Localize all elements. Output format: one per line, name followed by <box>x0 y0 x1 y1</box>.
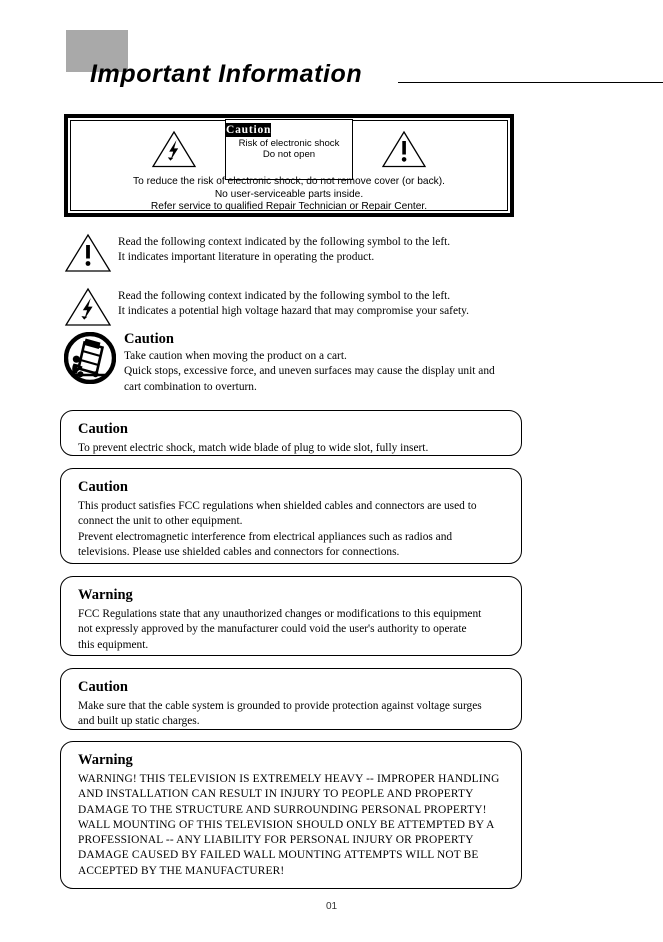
cart-caution-line-2: Quick stops, excessive force, and uneven surfaces may cause the display unit and <box>124 365 495 378</box>
lightning-bolt-triangle-icon <box>151 129 197 169</box>
advisory-line: This product satisfies FCC regulations when shielded cables and connectors are used to <box>78 500 477 512</box>
advisory-line: DAMAGE CAUSED BY FAILED WALL MOUNTING ATTEMPTS WILL NOT BE <box>78 849 479 862</box>
advisory-line: televisions. Please use shielded cables and connectors for connections. <box>78 545 400 558</box>
advisory-line: FCC Regulations state that any unauthorized changes or modifications to this equipment <box>78 608 482 620</box>
safety-caution-symbols-row <box>68 123 510 172</box>
advisory-line: To prevent electric shock, match wide blade of plug to wide slot, fully insert. <box>78 442 429 454</box>
cart-caution-heading: Caution <box>124 331 174 347</box>
advisory-line: connect the unit to other equipment. <box>78 515 243 528</box>
caution-label-heading: Caution <box>226 123 272 136</box>
symbol-note-exclamation <box>64 232 524 274</box>
caution-label-line-2: Do not open <box>262 149 316 160</box>
cart-caution-section <box>64 330 534 395</box>
no-cart-icon <box>64 330 124 384</box>
advisory-line: not expressly approved by the manufacturer could void the user's authority to operate <box>78 623 467 636</box>
advisory-heading: Caution <box>78 679 128 695</box>
exclamation-triangle-icon <box>64 232 118 274</box>
header-rule <box>398 82 663 83</box>
caution-label-block <box>225 119 353 180</box>
page-number: 01 <box>325 901 338 912</box>
advisory-box <box>60 576 522 656</box>
advisory-box <box>60 468 522 564</box>
advisory-line: WALL MOUNTING OF THIS TELEVISION SHOULD ONLY BE ATTEMPTED BY A <box>78 818 495 831</box>
advisory-box <box>60 410 522 456</box>
exclamation-triangle-icon <box>381 129 427 169</box>
advisory-heading: Caution <box>78 421 128 437</box>
advisory-text <box>78 607 504 653</box>
advisory-line: DAMAGE TO THE STRUCTURE AND SURROUNDING PERSONAL PROPERTY! <box>78 803 487 816</box>
caution-label-line-1: Risk of electronic shock <box>238 137 340 149</box>
symbol-note-lightning-line-2: It indicates a potential high voltage hazard that may compromise your safety. <box>118 305 469 318</box>
cart-caution-text <box>124 349 495 395</box>
symbol-note-exclamation-text <box>118 232 450 266</box>
cart-caution-line-1: Take caution when moving the product on a cart. <box>124 350 347 362</box>
advisory-box <box>60 668 522 730</box>
cart-caution-line-3: cart combination to overturn. <box>124 380 257 393</box>
advisory-box <box>60 741 522 889</box>
advisory-line: this equipment. <box>78 638 149 651</box>
advisory-line: AND INSTALLATION CAN RESULT IN INJURY TO PEOPLE AND PROPERTY <box>78 788 474 801</box>
advisory-line: PROFESSIONAL -- ANY LIABILITY FOR PERSONAL INJURY OR PROPERTY <box>78 834 474 847</box>
advisory-heading: Warning <box>78 752 133 768</box>
safety-caution-text <box>68 176 510 214</box>
page-title: Important Information <box>90 60 363 88</box>
symbol-note-exclamation-line-2: It indicates important literature in operating the product. <box>118 251 375 264</box>
symbol-note-lightning-line-1: Read the following context indicated by the following symbol to the left. <box>118 290 451 302</box>
advisory-text <box>78 499 504 560</box>
cart-caution-body <box>124 330 495 395</box>
advisory-text <box>78 441 504 456</box>
symbol-note-exclamation-line-1: Read the following context indicated by the following symbol to the left. <box>118 236 451 248</box>
page-header <box>0 0 663 100</box>
lightning-bolt-triangle-icon <box>64 286 118 328</box>
safety-caution-text-line-3: Refer service to qualified Repair Technician or Repair Center. <box>150 201 428 213</box>
safety-caution-box <box>64 114 514 217</box>
safety-caution-text-line-1: To reduce the risk of electronic shock, do not remove cover (or back). <box>133 176 445 187</box>
advisory-text <box>78 772 504 879</box>
safety-caution-text-line-2: No user-serviceable parts inside. <box>214 188 364 200</box>
symbol-note-lightning <box>64 286 534 328</box>
advisory-line: Prevent electromagnetic interference from electrical appliances such as radios and <box>78 530 453 543</box>
symbol-note-lightning-text <box>118 286 469 320</box>
advisory-text <box>78 699 504 730</box>
advisory-line: and built up static charges. <box>78 715 200 728</box>
advisory-heading: Warning <box>78 587 133 603</box>
advisory-line: ACCEPTED BY THE MANUFACTURER! <box>78 864 285 877</box>
advisory-line: Make sure that the cable system is grounded to provide protection against voltage surges <box>78 700 482 712</box>
advisory-heading: Caution <box>78 479 128 495</box>
advisory-line: WARNING! THIS TELEVISION IS EXTREMELY HEAVY -- IMPROPER HANDLING <box>78 773 500 785</box>
